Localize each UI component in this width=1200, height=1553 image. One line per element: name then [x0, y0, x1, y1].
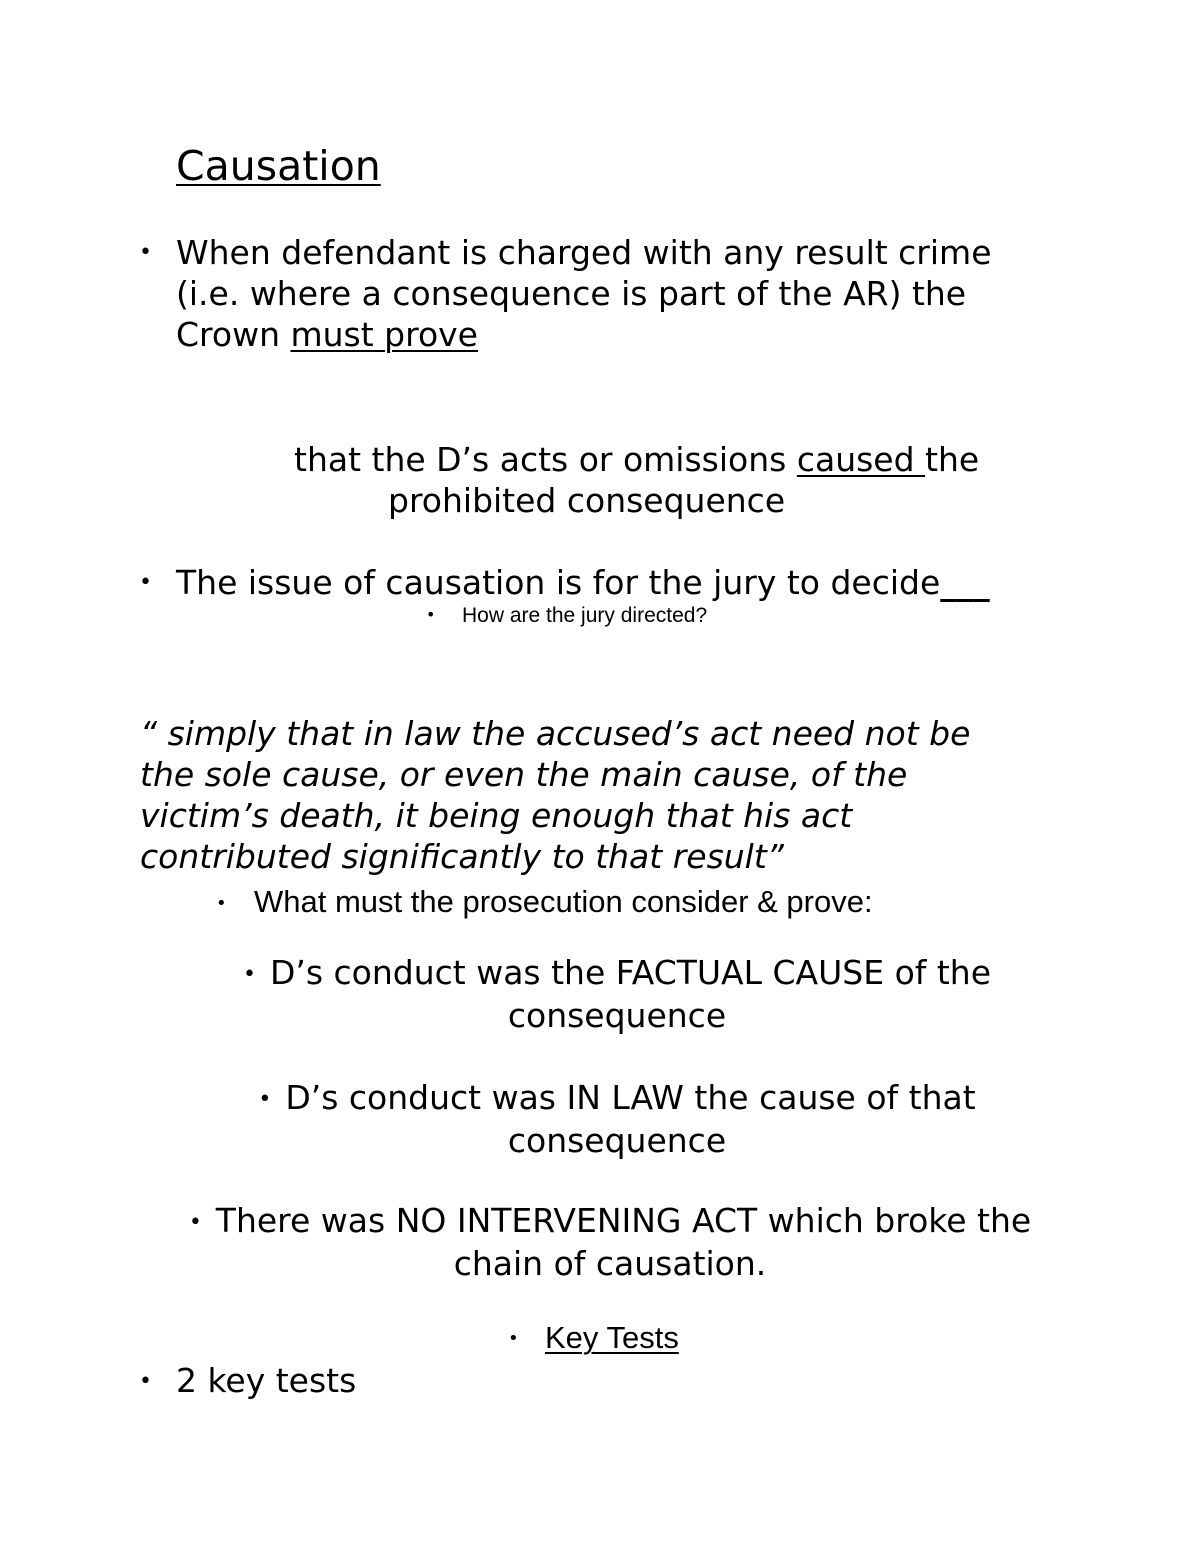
law-cause-point	[190, 1077, 1044, 1161]
quote-line-4: contributed significantly to that result”	[140, 837, 784, 876]
caused-line-1	[294, 439, 979, 480]
bullet-icon: •	[508, 1328, 519, 1349]
quote-block	[140, 713, 970, 877]
caused-before-text: that the D’s acts or omissions	[294, 440, 797, 479]
quote-line-1: “ simply that in law the accused’s act need not be	[140, 714, 971, 753]
intervening-act-line-1	[140, 1200, 1080, 1243]
bullet-icon: •	[139, 1369, 152, 1394]
intervening-act-line-2: chain of causation.	[453, 1244, 767, 1283]
bullet-icon: •	[188, 1210, 202, 1235]
law-cause-line-2: consequence	[507, 1121, 727, 1160]
result-crime-line-2: (i.e. where a consequence is part of the AR) the	[176, 274, 967, 313]
prosecution-heading: What must the prosecution consider & prove:	[254, 884, 873, 919]
caused-after-text: the	[925, 440, 980, 479]
crown-text: Crown	[176, 315, 291, 354]
quote-line-3: victim’s death, it being enough that his act	[140, 796, 853, 835]
jury-decide-blank: ___	[940, 563, 990, 602]
factual-cause-line-1	[190, 952, 1044, 995]
intervening-act-text: There was NO INTERVENING ACT which broke the	[215, 1201, 1032, 1240]
law-cause-text: D’s conduct was IN LAW the cause of that	[285, 1078, 976, 1117]
bullet-icon: •	[258, 1087, 272, 1112]
jury-decide-line	[176, 562, 990, 603]
must-prove-text: must prove	[290, 315, 478, 354]
jury-directed-question: How are the jury directed?	[462, 604, 708, 627]
caused-line-2: prohibited consequence	[388, 481, 786, 520]
jury-decide-text: The issue of causation is for the jury to decide	[176, 563, 941, 602]
quote-line-2: the sole cause, or even the main cause, of the	[140, 755, 908, 794]
result-crime-paragraph	[176, 232, 992, 355]
two-key-tests: 2 key tests	[176, 1361, 357, 1400]
key-tests-heading: Key Tests	[545, 1320, 679, 1355]
law-cause-line-1	[190, 1077, 1044, 1120]
factual-cause-point	[190, 952, 1044, 1036]
result-crime-line-3	[176, 314, 992, 355]
bullet-icon: •	[242, 962, 256, 987]
page-title: Causation	[176, 142, 381, 190]
bullet-icon: •	[216, 893, 227, 914]
factual-cause-text: D’s conduct was the FACTUAL CAUSE of the	[269, 953, 992, 992]
intervening-act-point	[140, 1200, 1080, 1284]
result-crime-line-1: When defendant is charged with any result crime	[176, 233, 992, 272]
bullet-icon: •	[426, 605, 436, 624]
bullet-icon: •	[139, 240, 152, 265]
caused-text: caused	[796, 440, 926, 479]
factual-cause-line-2: consequence	[507, 996, 727, 1035]
bullet-icon: •	[139, 570, 152, 595]
